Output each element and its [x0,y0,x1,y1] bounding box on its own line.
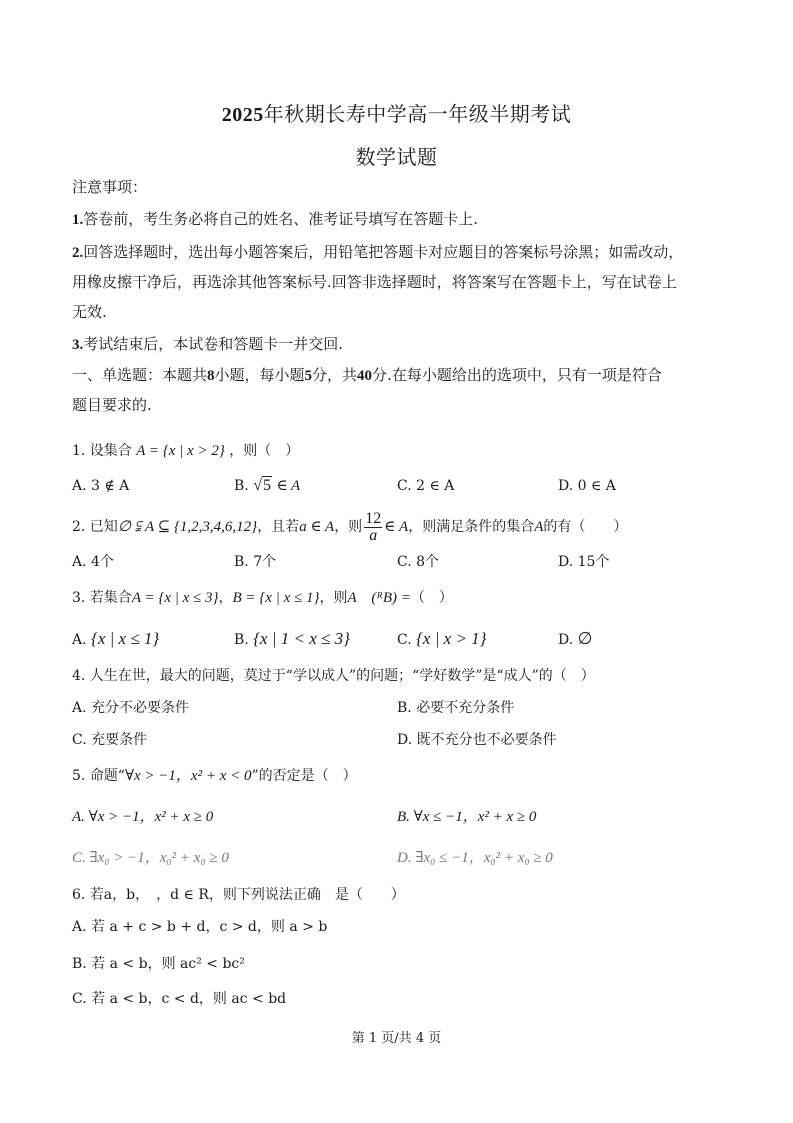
section-1-line-1 [72,366,662,385]
q2-stem-d: ，则满足条件的集合 [408,519,535,535]
q3-option-a-label: A. [72,632,87,648]
q3-option-c-label: C. [397,632,412,648]
exam-title [0,98,793,127]
q3-math-1: A = {x | x ≤ 3} [131,590,219,606]
note-1-text: 答卷前，考生务必将自己的姓名、准考证号填写在答题卡上. [83,210,479,228]
note-3 [72,335,343,354]
q2-math-1: ∅ ⫋ A ⊆ {1,2,3,4,6,12} [117,519,258,535]
q3-math-3: A (ᴿB) = [347,590,411,606]
q2-stem-b: ，且若 [257,519,300,535]
q1-option-b [234,477,300,495]
q2-fraction-den: a [369,526,378,544]
question-2-stem [72,510,627,544]
q3-option-b [234,630,350,649]
sqrt-icon: √5 [253,477,271,494]
page-footer: 第 1 页/共 4 页 [351,1031,442,1046]
exam-title-year: 2025 [221,104,264,126]
note-3-number: 3. [72,337,84,353]
q3-option-d [558,630,592,649]
question-1-stem [72,442,299,460]
q5-stem-b: ”的否定是（ ） [251,768,357,784]
section-1-mid2: 分，共 [312,366,358,384]
section-1-prefix: 一、单选题：本题共 [72,366,208,384]
section-1-line-2: 题目要求的. [72,396,152,414]
q4-option-c: C. 充要条件 [72,732,148,748]
q1-option-d: D. 0 ∈ A [558,478,616,494]
q2-stem-c: ，则 [334,519,363,535]
q3-math-2: B = {x | x ≤ 1} [232,590,320,606]
question-4-stem: 4. 人生在世，最大的问题，莫过于“学以成人”的问题；“学好数学”是“成人”的（ ） [72,668,595,684]
q4-option-b: B. 必要不充分条件 [397,700,515,716]
q1-stem-a: 1. 设集合 [72,443,132,459]
q3-stem-a: 3. 若集合 [72,590,132,606]
q1-set-a: A = {x | x > 2} [136,443,225,459]
question-3-stem [72,589,453,607]
note-1 [72,210,478,229]
note-2-line-2: 用橡皮擦干净后，再选涂其他答案标号.回答非选择题时，将答案写在答题卡上，写在试卷上 [72,273,677,291]
q4-option-a: A. 充分不必要条件 [72,700,190,716]
q2-math-3: ∈ A [384,519,409,535]
q2-math-2: a ∈ A [299,519,335,535]
q3-option-d-label: D. [558,632,574,648]
section-1-rest: 分.在每小题给出的选项中，只有一项是符合 [372,366,662,384]
q3-stem-b: ， [218,590,233,606]
q6-option-a: A. 若 a + c > b + d，c > d，则 a > b [72,919,328,935]
q2-math-4: A [534,519,544,535]
q5-stem-a: 5. 命题“ [72,768,125,784]
q2-option-b: B. 7个 [234,554,277,570]
q2-option-a: A. 4个 [72,554,114,570]
note-1-number: 1. [72,212,84,228]
question-6-stem: 6. 若a，b， ，d ∈ R，则下列说法正确 是（ ） [72,887,405,903]
q2-stem-a: 2. 已知 [72,519,118,535]
q3-option-b-text: {x | 1 < x ≤ 3} [253,629,350,648]
note-2-line-1 [72,243,683,262]
q3-option-a-text: {x | x ≤ 1} [91,629,160,648]
q5-option-b: B. ∀x ≤ −1，x² + x ≥ 0 [397,809,537,825]
notes-heading: 注意事项： [72,178,148,196]
q1-stem-b: ，则（ ） [229,443,300,459]
section-1-total: 40 [357,368,373,384]
note-3-text: 考试结束后，本试卷和答题卡一并交回. [83,335,344,353]
q2-fraction-num: 12 [365,509,382,527]
q3-option-b-label: B. [234,632,249,648]
q2-stem-e: 的有（ ） [543,519,628,535]
q3-stem-d: （ ） [410,590,453,606]
note-2-number: 2. [72,245,84,261]
q5-option-c: C. ∃x₀ > −1，x₀² + x₀ ≥ 0 [72,850,229,866]
section-1-mid1: 小题，每小题 [214,366,305,384]
question-5-stem [72,767,357,785]
q1-option-c: C. 2 ∈ A [397,478,455,494]
note-2-text-1: 回答选择题时，选出每小题答案后，用铅笔把答题卡对应题目的答案标号涂黑；如需改动， [83,243,684,261]
q3-option-d-text: ∅ [577,629,593,648]
section-1-count: 8 [207,368,215,384]
note-2-line-3: 无效. [72,303,107,321]
q3-option-c [397,630,486,649]
q5-math: ∀x > −1，x² + x < 0 [124,768,252,784]
q2-option-d: D. 15个 [558,554,610,570]
q6-option-c: C. 若 a < b，c < d，则 ac < bd [72,991,287,1007]
q5-option-a: A. ∀x > −1，x² + x ≥ 0 [72,809,214,825]
q5-option-d: D. ∃x₀ ≤ −1，x₀² + x₀ ≥ 0 [397,850,553,866]
q6-option-b: B. 若 a < b，则 ac² < bc² [72,956,245,972]
q1-option-b-label: B. [234,478,249,494]
q1-option-b-rest: ∈ A [276,478,301,494]
section-1-each: 5 [304,368,313,384]
q2-option-c: C. 8个 [397,554,440,570]
q3-stem-c: ，则 [319,590,348,606]
q1-option-a: A. 3 ∉ A [72,478,130,494]
exam-title-text: 年秋期长寿中学高一年级半期考试 [263,102,572,126]
q3-option-a [72,630,159,649]
q4-option-d: D. 既不充分也不必要条件 [397,732,557,748]
q2-fraction [364,511,382,544]
q3-option-c-text: {x | x > 1} [416,629,487,648]
exam-subtitle: 数学试题 [355,145,438,169]
